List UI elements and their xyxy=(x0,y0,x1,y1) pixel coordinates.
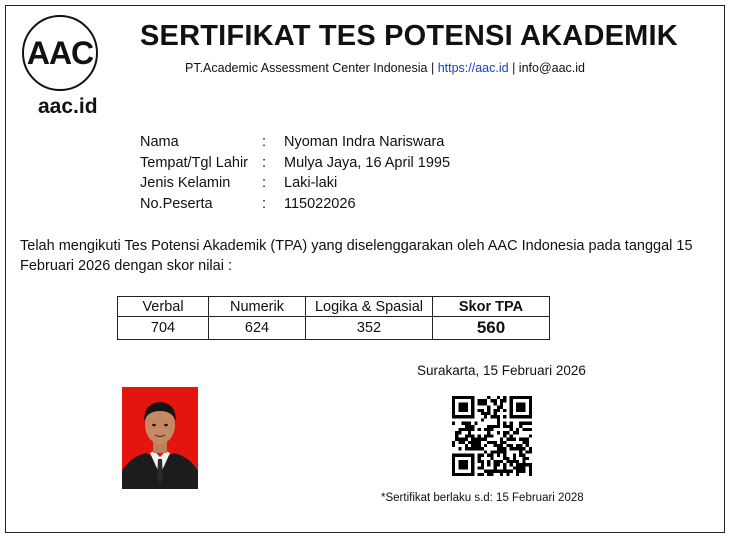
score-header-row xyxy=(118,297,550,317)
info-value: Laki-laki xyxy=(284,175,338,191)
organization-line xyxy=(185,61,585,75)
website-link[interactable]: https://aac.id xyxy=(437,61,509,75)
info-value: Nyoman Indra Nariswara xyxy=(284,134,445,150)
skor-tpa-header: Skor TPA xyxy=(433,297,550,317)
logo-text: AAC xyxy=(26,34,94,71)
info-colon: : xyxy=(262,134,267,150)
statement-text: Telah mengikuti Tes Potensi Akademik (TPA) yang diselenggarakan oleh AAC Indonesia pada tanggal 15 Februari 2026 dengan skor nilai : xyxy=(20,238,693,274)
aac-logo xyxy=(22,15,98,91)
verbal-header: Verbal xyxy=(118,297,209,317)
info-row-participant-number xyxy=(140,196,450,217)
numerik-score: 624 xyxy=(209,317,306,340)
logika-spasial-score: 352 xyxy=(306,317,433,340)
info-row-gender xyxy=(140,175,450,196)
logo-domain: aac.id xyxy=(38,95,98,118)
info-colon: : xyxy=(262,195,267,212)
separator: | xyxy=(430,61,435,75)
info-row-birth xyxy=(140,155,450,176)
logika-spasial-header: Logika & Spasial xyxy=(306,297,433,317)
certificate-title: SERTIFIKAT TES POTENSI AKADEMIK xyxy=(140,20,678,52)
separator: | xyxy=(512,61,516,75)
verbal-score: 704 xyxy=(118,317,209,340)
qr-code xyxy=(452,396,532,476)
info-label: Nama xyxy=(140,134,179,150)
participant-info xyxy=(140,134,450,216)
info-value: 115022026 xyxy=(284,195,356,212)
info-label: No.Peserta xyxy=(140,195,213,212)
place-date: Surakarta, 15 Februari 2026 xyxy=(417,363,586,378)
organization-name: PT.Academic Assessment Center Indonesia xyxy=(185,61,428,75)
participant-photo xyxy=(122,387,198,489)
validity-note: *Sertifikat berlaku s.d: 15 Februari 2028 xyxy=(381,492,584,504)
numerik-header: Numerik xyxy=(209,297,306,317)
email-address: info@aac.id xyxy=(518,61,585,75)
person-portrait-icon xyxy=(122,387,198,489)
score-value-row xyxy=(118,317,550,340)
info-value: Mulya Jaya, 16 April 1995 xyxy=(284,154,451,171)
info-colon: : xyxy=(262,154,267,171)
info-colon: : xyxy=(262,175,267,191)
score-table xyxy=(117,296,550,340)
info-label: Tempat/Tgl Lahir xyxy=(140,154,248,171)
skor-tpa-total: 560 xyxy=(433,317,550,340)
info-row-name xyxy=(140,134,450,155)
info-label: Jenis Kelamin xyxy=(140,175,231,191)
